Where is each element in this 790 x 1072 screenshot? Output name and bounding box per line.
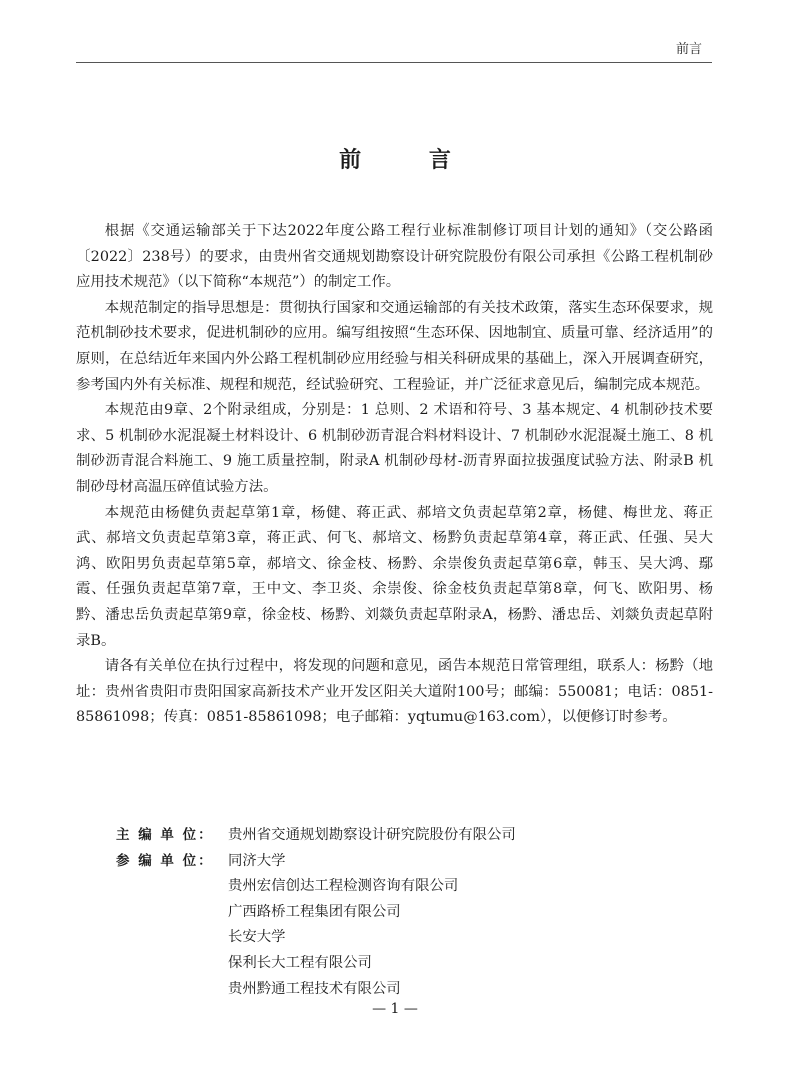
participating-unit-label: 参 编 单 位： [116,852,214,869]
paragraph-3: 本规范由9章、2个附录组成，分别是：1 总则、2 术语和符号、3 基本规定、4 机制砂技术要求、5 机制砂水泥混凝土材料设计、6 机制砂沥青混合料材料设计、7 机制砂水泥混凝土施工、8 机制砂沥青混合料施工、9 施工质量控制，附录A 机制砂母材-沥青界面拉拔强度试验方法、附录B 机制砂母材高温压碎值试验方法。 [76,402,713,495]
paragraph-5: 请各有关单位在执行过程中，将发现的问题和意见，函告本规范日常管理组，联系人：杨黔（地址：贵州省贵阳市贵阳国家高新技术产业开发区阳关大道附100号；邮编：550081；电话：0851-85861098；传真：0851-85861098；电子邮箱：yqtumu@163.com），以便修订时参考。 [76,658,713,726]
participating-unit-row [116,849,676,1003]
participating-unit: 保利长大工程有限公司 [228,954,372,971]
participating-unit: 广西路桥工程集团有限公司 [228,903,401,920]
page-number: — 1 — [372,1001,418,1017]
preface-body [76,219,713,731]
paragraph-2: 本规范制定的指导思想是：贯彻执行国家和交通运输部的有关技术政策，落实生态环保要求，规范机制砂技术要求，促进机制砂的应用。编写组按照“生态环保、因地制宜、质量可靠、经济适用”的原则，在总结近年来国内外公路工程机制砂应用经验与相关科研成果的基础上，深入开展调查研究，参考国内外有关标准、规程和规范，经试验研究、工程验证，并广泛征求意见后，编制完成本规范。 [76,299,713,393]
participating-unit: 贵州黔通工程技术有限公司 [228,980,401,997]
chief-unit-name: 贵州省交通规划勘察设计研究院股份有限公司 [228,827,516,843]
paragraph-4: 本规范由杨健负责起草第1章，杨健、蒋正武、郝培文负责起草第2章，杨健、梅世龙、蒋正武、郝培文负责起草第3章，蒋正武、何飞、郝培文、杨黔负责起草第4章，蒋正武、任强、吴大鸿、欧阳男负责起草第5章，郝培文、徐金枝、杨黔、余崇俊负责起草第6章，韩玉、吴大鸿、鄢霞、任强负责起草第7章，王中文、李卫炎、余崇俊、徐金枝负责起草第8章，何飞、欧阳男、杨黔、潘忠岳负责起草第9章，徐金枝、杨黔、刘燚负责起草附录A，杨黔、潘忠岳、刘燚负责起草附录B。 [76,504,713,649]
organizations-list [116,823,676,1002]
participating-unit: 贵州宏信创达工程检测咨询有限公司 [228,878,459,895]
participating-unit-names [228,849,458,1003]
header-rule [76,62,712,63]
running-header: 前言 [675,42,702,57]
chief-unit-label: 主 编 单 位： [116,827,214,843]
page-title: 前 言 [339,148,481,173]
participating-unit: 长安大学 [228,929,286,946]
participating-unit: 同济大学 [228,852,286,869]
chief-unit-row [116,823,676,849]
paragraph-1: 根据《交通运输部关于下达2022年度公路工程行业标准制修订项目计划的通知》（交公路函〔2022〕238号）的要求，由贵州省交通规划勘察设计研究院股份有限公司承担《公路工程机制砂应用技术规范》（以下简称“本规范”）的制定工作。 [76,223,713,291]
